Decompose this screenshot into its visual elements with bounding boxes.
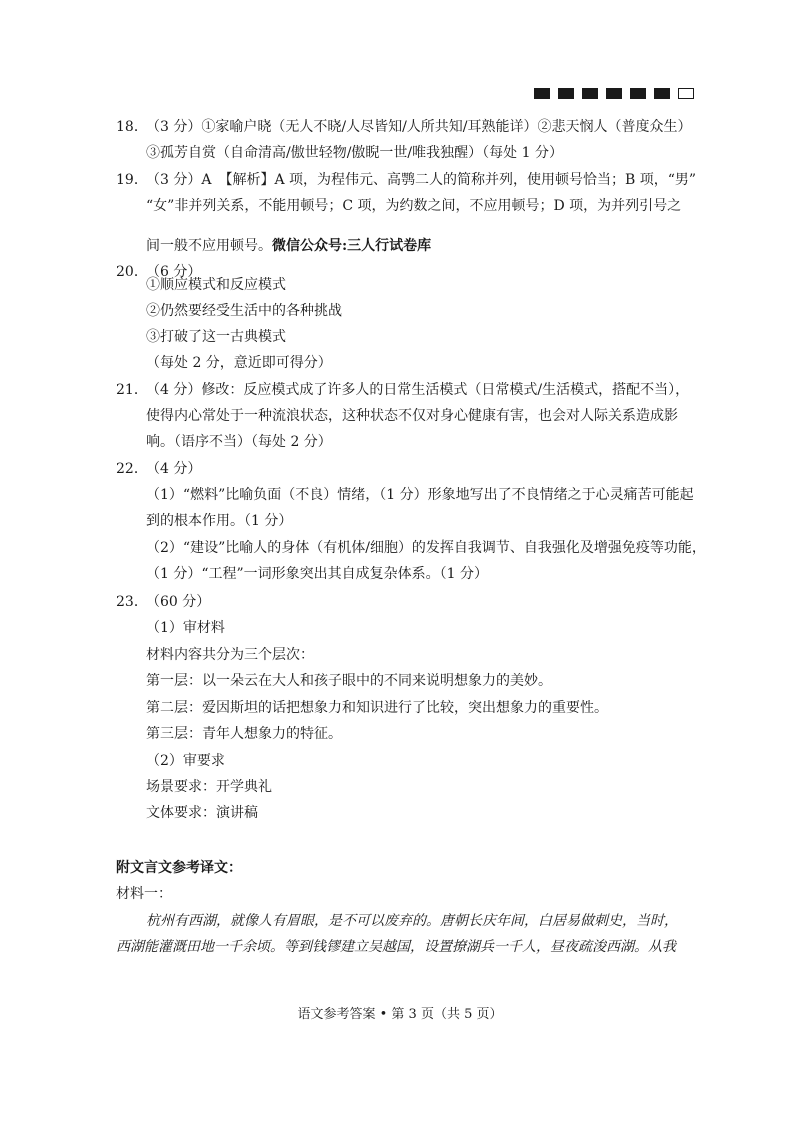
q19-line3 [146,236,431,256]
header-mark [534,88,550,99]
appendix-subtitle: 材料一： [116,886,172,902]
q18-number: 18． [116,119,148,135]
q20-line4: ③打破了这一古典模式 [146,329,286,345]
header-mark-empty [678,88,694,99]
q19-number: 19． [116,172,148,188]
q22-line4: （2）“建设”比喻人的身体（有机体/细胞）的发挥自我调节、自我强化及增强免疫等功能， [146,540,706,556]
q19-line1: （3 分）A 【解析】A 项，为程伟元、高鹗二人的简称并列，使用顿号恰当；B 项，“男” [146,172,697,188]
q18-line1: （3 分）①家喻户晓（无人不晓/人尽皆知/人所共知/耳熟能详）②悲天悯人（普度众生） [146,119,692,135]
header-mark [654,88,670,99]
appendix-paragraph-line1: 杭州有西湖，就像人有眉眼，是不可以废弃的。唐朝长庆年间，白居易做刺史，当时， [146,913,678,929]
watermark-text: 微信公众号:三人行试卷库 [272,238,432,254]
q21-number: 21． [116,382,148,398]
q23-line9: 文体要求：演讲稿 [146,805,258,821]
q20-number: 20． [116,264,148,280]
q20-line2: ①顺应模式和反应模式 [146,277,286,293]
header-marks [534,88,694,100]
q23-line7: （2）审要求 [146,753,225,769]
q22-line5: （1 分）“工程”一词形象突出其自成复杂体系。（1 分） [146,566,489,582]
q21-line1: （4 分）修改：反应模式成了许多人的日常生活模式（日常模式/生活模式，搭配不当）， [146,382,690,398]
q23-number: 23． [116,594,148,610]
q23-line2: （1）审材料 [146,620,225,636]
q23-line5: 第二层：爱因斯坦的话把想象力和知识进行了比较，突出想象力的重要性。 [146,700,608,716]
page-footer: 语文参考答案 • 第 3 页（共 5 页） [297,1007,503,1022]
q18-line2: ③孤芳自赏（自命清高/傲世轻物/傲睨一世/唯我独醒）（每处 1 分） [146,145,563,161]
q21-line3: 响。（语序不当）（每处 2 分） [146,434,332,450]
q20-line3: ②仍然要经受生活中的各种挑战 [146,303,342,319]
q23-line4: 第一层：以一朵云在大人和孩子眼中的不同来说明想象力的美妙。 [146,673,552,689]
header-mark [582,88,598,99]
header-mark [558,88,574,99]
appendix-paragraph-line2: 西湖能灌溉田地一千余顷。等到钱镠建立吴越国，设置撩湖兵一千人，昼夜疏浚西湖。从我 [116,939,676,955]
appendix-title: 附文言文参考译文： [116,860,242,876]
q23-line6: 第三层：青年人想象力的特征。 [146,726,342,742]
q23-line3: 材料内容共分为三个层次： [146,647,314,663]
q22-line3: 到的根本作用。（1 分） [146,513,293,529]
q23-line8: 场景要求：开学典礼 [146,779,272,795]
q19-line3-text: 间一般不应用顿号。 [146,238,272,254]
q21-line2: 使得内心常处于一种流浪状态，这种状态不仅对身心健康有害，也会对人际关系造成影 [146,408,678,424]
q23-line1: （60 分） [146,594,211,610]
q20-line5: （每处 2 分，意近即可得分） [146,355,332,371]
q22-line1: （4 分） [146,461,202,477]
q19-line2: “女”非并列关系，不能用顿号；C 项，为约数之间，不应用顿号；D 项，为并列引号之 [146,198,682,214]
q22-line2: （1）“燃料”比喻负面（不良）情绪，（1 分）形象地写出了不良情绪之于心灵痛苦可能起 [146,487,694,503]
header-mark [606,88,622,99]
q20-line1: （6 分） [146,264,202,280]
q22-number: 22． [116,461,148,477]
header-mark [630,88,646,99]
